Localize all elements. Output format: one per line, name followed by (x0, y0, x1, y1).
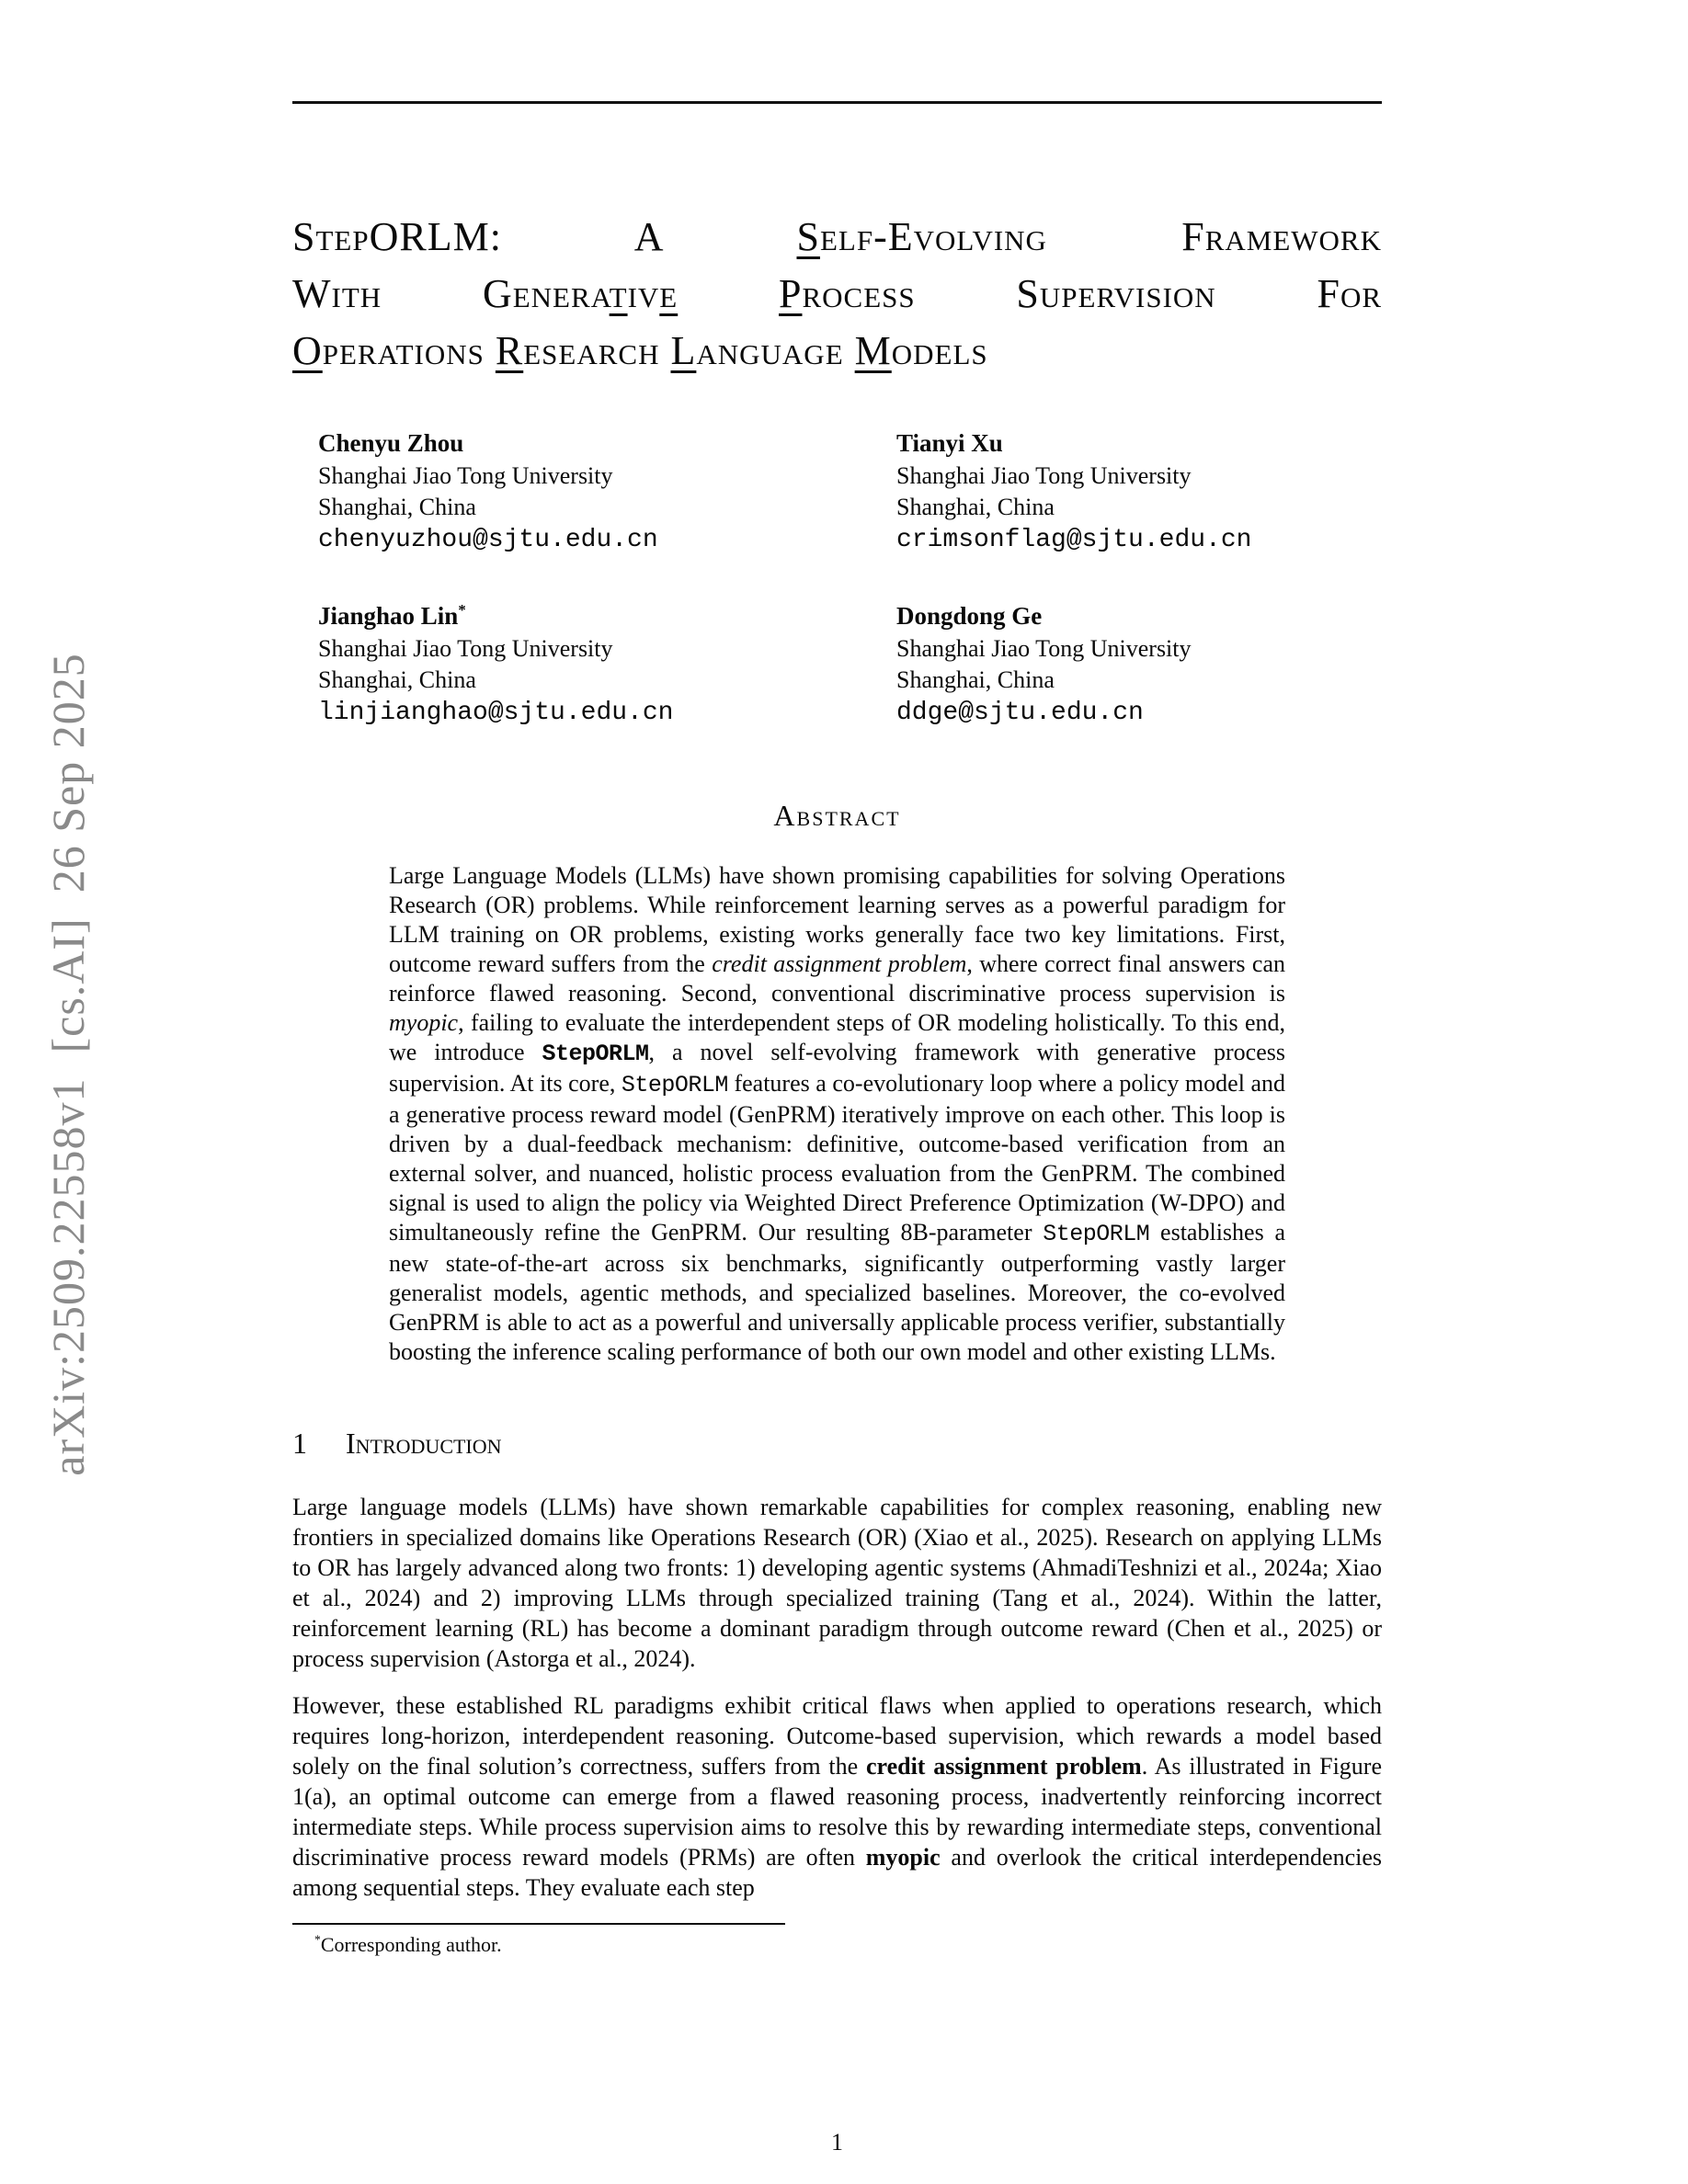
author-location: Shanghai, China (318, 666, 476, 693)
author-email: ddge@sjtu.edu.cn (896, 699, 1144, 727)
author-name: Jianghao Lin* (318, 601, 466, 630)
abstract-text: Large Language Models (LLMs) have shown promising capabilities for solving Operations Research (OR) problems. While reinforcement learning serves as a powerful paradigm for LLM training on OR problems, existing works generally face two key limitations. First, outcome reward suffers from the credit assignment problem, where correct final answers can reinforce flawed reasoning. Second, conventional discriminative process supervision is myopic, failing to evaluate the interdependent steps of OR modeling holistically. To this end, we introduce StepORLM, a novel self-evolving framework with generative process supervision. At its core, StepORLM features a co-evolutionary loop where a policy model and a generative process reward model (GenPRM) iteratively improve on each other. This loop is driven by a dual-feedback mechanism: definitive, outcome-based verification from an external solver, and nuanced, holistic process evaluation from the GenPRM. The combined signal is used to align the policy via Weighted Direct Preference Optimization (W-DPO) and simultaneously refine the GenPRM. Our resulting 8B-parameter StepORLM establishes a new state-of-the-art across six benchmarks, significantly outperforming vastly larger generalist models, agentic methods, and specialized baselines. Moreover, the co-evolved GenPRM is able to act as a powerful and universally applicable process verifier, substantially boosting the inference scaling performance of both our own model and other existing LLMs. (389, 862, 1285, 1365)
author-block (896, 426, 1382, 558)
paper-title (292, 209, 1382, 380)
author-affiliation: Shanghai Jiao Tong University (318, 462, 613, 489)
arxiv-watermark: arXiv:2509.22558v1 [cs.AI] 26 Sep 2025 (42, 653, 94, 1476)
footnote-rule (292, 1923, 785, 1925)
section-title: Introduction (346, 1427, 502, 1460)
authors-grid (318, 426, 1382, 731)
author-location: Shanghai, China (318, 494, 476, 520)
author-email: crimsonflag@sjtu.edu.cn (896, 526, 1252, 554)
author-location: Shanghai, China (896, 494, 1055, 520)
title-line-3: Operations Research Language Models (292, 328, 988, 373)
author-email: linjianghao@sjtu.edu.cn (318, 699, 674, 727)
section-heading-introduction (292, 1424, 1382, 1462)
author-affiliation: Shanghai Jiao Tong University (896, 462, 1192, 489)
page-number: 1 (831, 2129, 843, 2156)
author-affiliation: Shanghai Jiao Tong University (896, 635, 1192, 662)
footnote-text: *Corresponding author. (314, 1932, 502, 1956)
author-affiliation: Shanghai Jiao Tong University (318, 635, 613, 662)
title-line-1: StepORLM: A Self-Evolving Framework (292, 214, 1382, 259)
author-email: chenyuzhou@sjtu.edu.cn (318, 526, 658, 554)
title-line-2: With Generative Process Supervision For (292, 271, 1383, 316)
intro-paragraph-1: Large language models (LLMs) have shown remarkable capabilities for complex reasoning, enabling new frontiers in specialized domains like Operations Research (OR) (Xiao et al., 2025). Research on applying LLMs to OR has largely advanced along two fronts: 1) developing agentic systems (AhmadiTeshnizi et al., 2024a; Xiao et al., 2024) and 2) improving LLMs through specialized training (Tang et al., 2024). Within the latter, reinforcement learning (RL) has become a dominant paradigm through outcome reward (Chen et al., 2025) or process supervision (Astorga et al., 2024). (292, 1494, 1382, 1672)
author-name: Dongdong Ge (896, 602, 1043, 630)
author-block (318, 598, 896, 731)
section-number: 1 (292, 1427, 307, 1460)
author-location: Shanghai, China (896, 666, 1055, 693)
author-block (318, 426, 896, 558)
intro-paragraph-2: However, these established RL paradigms exhibit critical flaws when applied to operations research, which requires long-horizon, interdependent reasoning. Outcome-based supervision, which rewards a model based solely on the final solution’s correctness, suffers from the credit assignment problem. As illustrated in Figure 1(a), an optimal outcome can emerge from a flawed reasoning process, inadvertently reinforcing incorrect intermediate steps. While process supervision aims to resolve this by rewarding intermediate steps, conventional discriminative process reward models (PRMs) are often myopic and overlook the critical interdependencies among sequential steps. They evaluate each step (292, 1692, 1382, 1901)
author-name: Chenyu Zhou (318, 429, 464, 457)
author-block (896, 598, 1382, 731)
abstract-heading: Abstract (773, 799, 901, 832)
paper-content (292, 0, 1382, 1958)
top-rule (292, 101, 1382, 104)
author-name: Tianyi Xu (896, 429, 1003, 457)
